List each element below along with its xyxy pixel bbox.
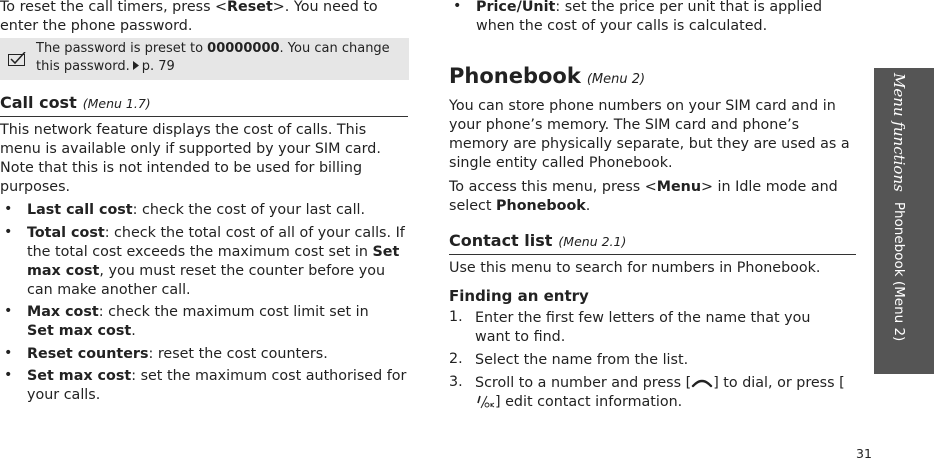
phonebook-heading: Phonebook (Menu 2) <box>449 64 646 88</box>
call-cost-description: This network feature displays the cost of calls. This menu is available only if supported by your SIM card. Note that this is not intended to be used for billing purposes. <box>0 122 381 195</box>
dial-key-icon <box>691 378 713 388</box>
contact-list-description: Use this menu to search for numbers in Phonebook. <box>449 260 821 276</box>
contact-list-heading: Contact list (Menu 2.1) <box>449 231 627 250</box>
finding-entry-subheading: Finding an entry <box>449 287 589 305</box>
phonebook-description: You can store phone numbers on your SIM card and in your phone’s memory. The SIM card and phone’s memory are physically separate, but they are used as a single entity called Phonebook. <box>449 98 850 171</box>
chapter-tab <box>874 68 934 374</box>
call-cost-heading: Call cost (Menu 1.7) <box>0 93 151 112</box>
intro-text: To reset the call timers, press <Reset>. You need to enter the phone password. <box>0 0 378 34</box>
heading-rule <box>0 116 408 117</box>
chapter-title: Menu functions <box>890 73 908 192</box>
chapter-subtitle: Phonebook (Menu 2) <box>891 201 907 342</box>
note-text: The password is preset to 00000000. You can change this password. p. 79 <box>36 41 390 74</box>
ok-key-icon <box>475 395 495 409</box>
triangle-right-icon <box>132 61 140 70</box>
checkmark-note-icon <box>8 52 26 66</box>
page-number: 31 <box>856 446 872 461</box>
note-box <box>0 38 409 80</box>
phonebook-access-text: To access this menu, press <Menu> in Idle mode and select Phonebook. <box>449 179 838 214</box>
heading-rule <box>449 254 856 255</box>
